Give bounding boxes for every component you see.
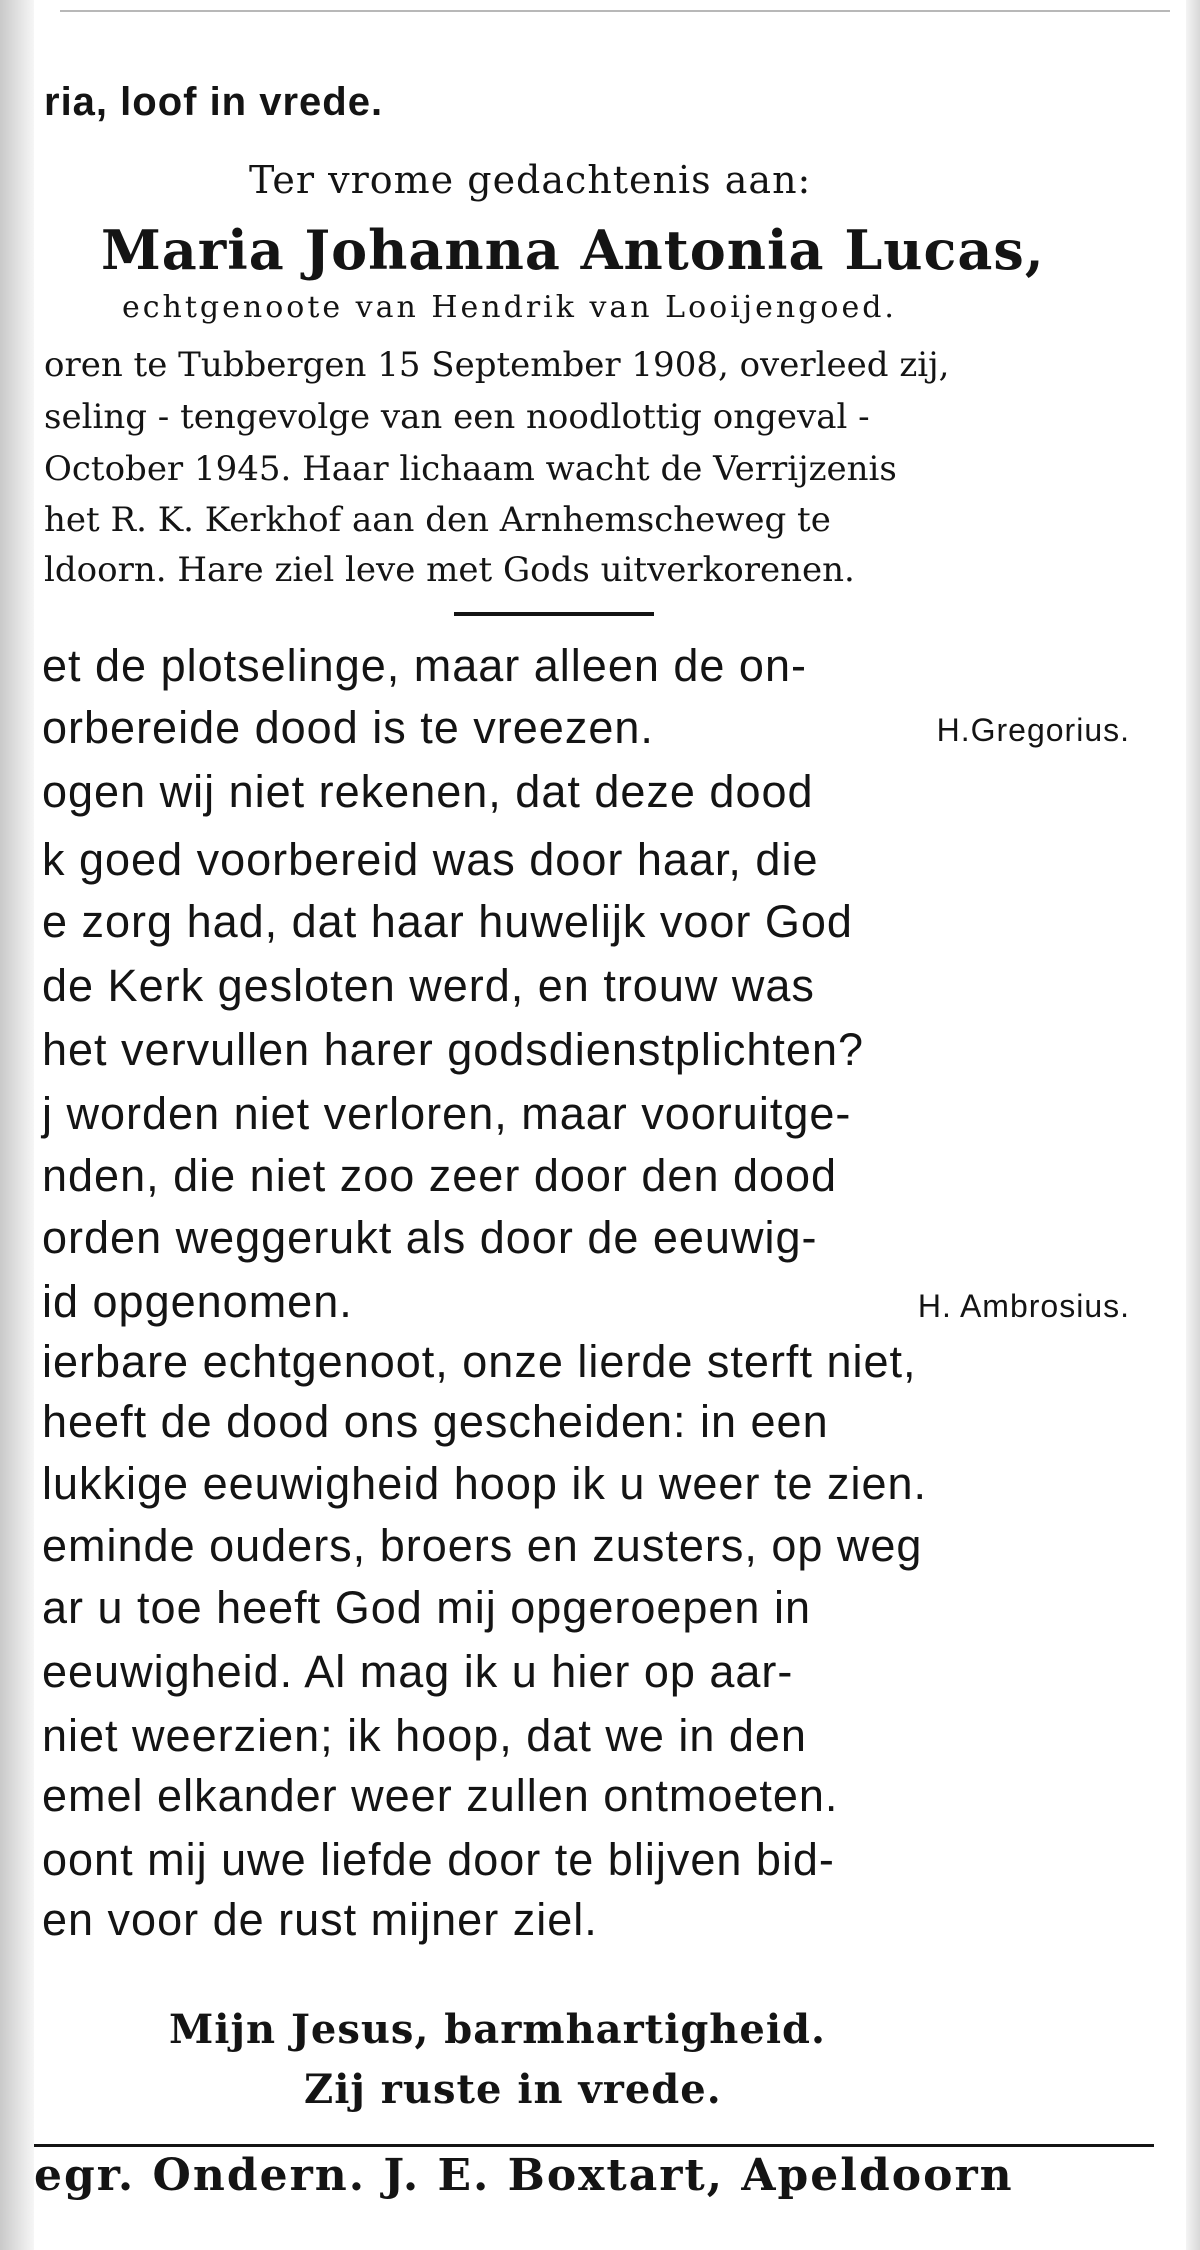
text-line: ogen wij niet rekenen, dat deze dood bbox=[42, 766, 814, 817]
text-line: id opgenomen. bbox=[42, 1276, 353, 1327]
text-line: ierbare echtgenoot, onze lierde sterft niet, bbox=[42, 1336, 917, 1387]
text-line: orbereide dood is te vreezen. bbox=[42, 702, 654, 753]
closing-rest-in-peace: Zij ruste in vrede. bbox=[304, 2066, 722, 2113]
deceased-name: Maria Johanna Antonia Lucas, bbox=[101, 218, 1045, 282]
text-line: eminde ouders, broers en zusters, op weg bbox=[42, 1520, 923, 1571]
text-line: lukkige eeuwigheid hoop ik u weer te zien. bbox=[42, 1458, 928, 1509]
bottom-rule bbox=[34, 2144, 1154, 2147]
printer-imprint: egr. Ondern. J. E. Boxtart, Apeldoorn bbox=[34, 2150, 1014, 2201]
divider-rule bbox=[454, 612, 654, 616]
author-gregorius: H.Gregorius. bbox=[936, 712, 1130, 748]
text-line: j worden niet verloren, maar vooruitge- bbox=[42, 1088, 852, 1139]
text-line: k goed voorbereid was door haar, die bbox=[42, 834, 819, 885]
bio-line: oren te Tubbergen 15 September 1908, overleed zij, bbox=[44, 345, 950, 385]
text-line: oont mij uwe liefde door te blijven bid- bbox=[42, 1834, 835, 1885]
bio-line: seling - tengevolge van een noodlottig ongeval - bbox=[44, 397, 870, 437]
top-line: ria, loof in vrede. bbox=[44, 80, 384, 124]
text-line: niet weerzien; ik hoop, dat we in den bbox=[42, 1710, 807, 1761]
author-ambrosius: H. Ambrosius. bbox=[917, 1288, 1130, 1324]
bio-line: October 1945. Haar lichaam wacht de Verrijzenis bbox=[44, 449, 897, 489]
text-line: het vervullen harer godsdienstplichten? bbox=[42, 1024, 864, 1075]
text-line: nden, die niet zoo zeer door den dood bbox=[42, 1150, 838, 1201]
bio-line: het R. K. Kerkhof aan den Arnhemscheweg te bbox=[44, 500, 831, 540]
scan-right-shadow bbox=[1186, 0, 1200, 2250]
spouse-line: echtgenoote van Hendrik van Looijengoed. bbox=[122, 290, 897, 325]
scan-left-shadow bbox=[0, 0, 34, 2250]
intro-line: Ter vrome gedachtenis aan: bbox=[249, 158, 812, 202]
bio-line: ldoorn. Hare ziel leve met Gods uitverkorenen. bbox=[44, 550, 855, 590]
text-line: orden weggerukt als door de eeuwig- bbox=[42, 1212, 818, 1263]
text-line: heeft de dood ons gescheiden: in een bbox=[42, 1396, 829, 1447]
card-body bbox=[34, 0, 1174, 2250]
closing-prayer: Mijn Jesus, barmhartigheid. bbox=[169, 2006, 826, 2053]
text-line: de Kerk gesloten werd, en trouw was bbox=[42, 960, 815, 1011]
text-line: emel elkander weer zullen ontmoeten. bbox=[42, 1770, 839, 1821]
text-line: eeuwigheid. Al mag ik u hier op aar- bbox=[42, 1646, 794, 1697]
text-line: ar u toe heeft God mij opgeroepen in bbox=[42, 1582, 811, 1633]
text-line: e zorg had, dat haar huwelijk voor God bbox=[42, 896, 853, 947]
text-line: et de plotselinge, maar alleen de on- bbox=[42, 640, 807, 691]
text-line: en voor de rust mijner ziel. bbox=[42, 1894, 598, 1945]
